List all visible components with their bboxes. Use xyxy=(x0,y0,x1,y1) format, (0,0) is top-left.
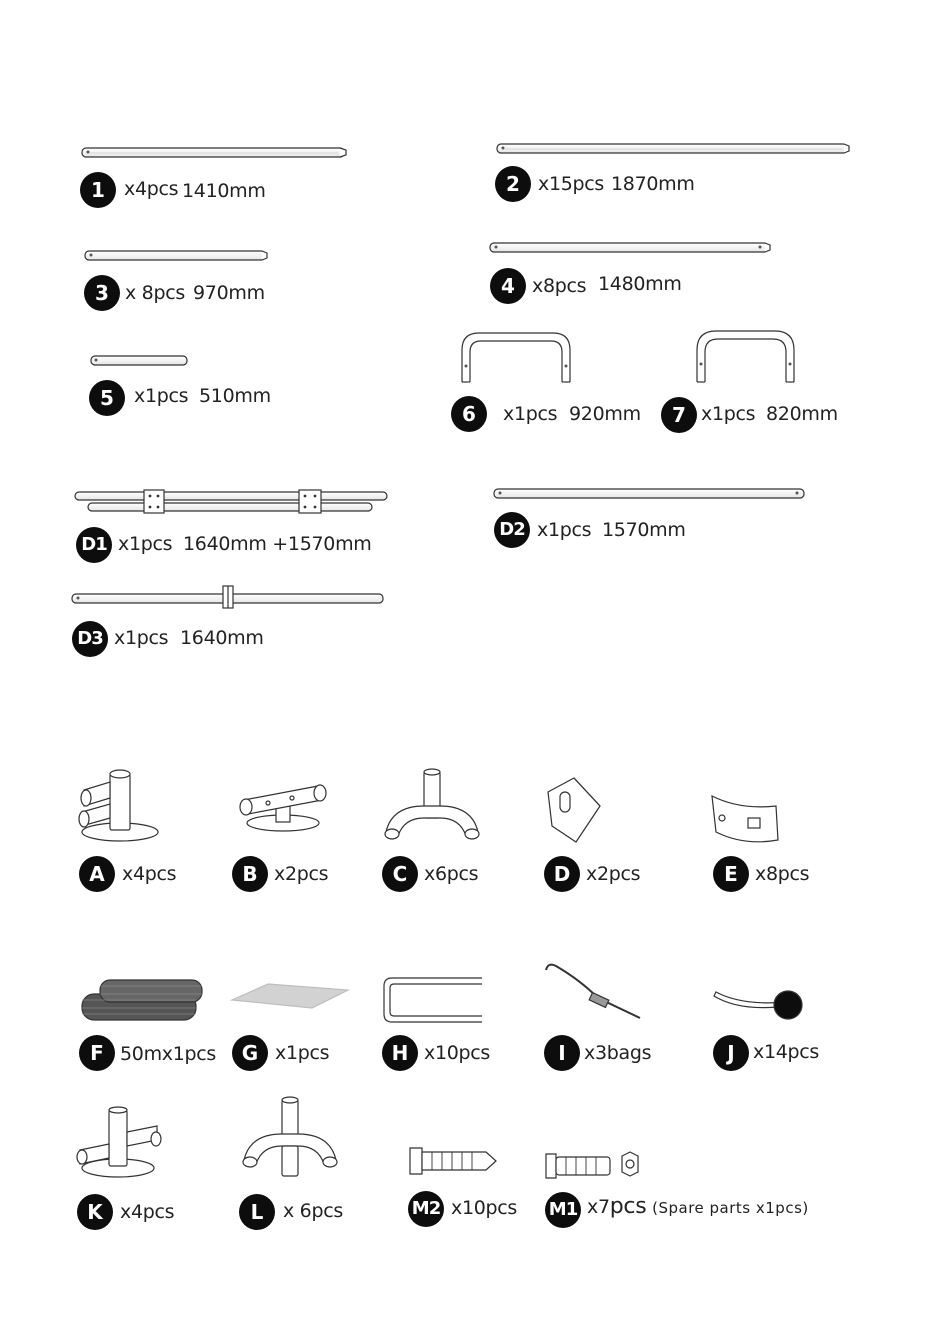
fitting-m2-qty: x10pcs xyxy=(451,1197,518,1219)
part-badge: 6 xyxy=(451,396,487,432)
tube-1-drawing xyxy=(82,148,346,157)
fitting-k-qty: x4pcs xyxy=(120,1201,175,1223)
fitting-g-drawing xyxy=(232,984,348,1008)
fitting-i-qty: x3bags xyxy=(584,1042,652,1064)
tube-2-qty: x15pcs xyxy=(538,173,605,195)
tube-5-drawing xyxy=(91,356,187,365)
part-badge: D3 xyxy=(72,621,108,657)
fitting-b-qty: x2pcs xyxy=(274,863,329,885)
part-badge: F xyxy=(79,1035,115,1071)
part-badge: 3 xyxy=(84,275,120,311)
fitting-c-drawing xyxy=(385,769,479,839)
part-badge: G xyxy=(232,1035,268,1071)
part-badge: A xyxy=(79,856,115,892)
tube-3-length: 970mm xyxy=(193,282,265,304)
tube-d3-qty: x1pcs xyxy=(114,627,169,649)
part-badge: 4 xyxy=(490,268,526,304)
fitting-e-drawing xyxy=(712,796,778,842)
fitting-k-drawing xyxy=(77,1107,161,1177)
tube-1-length: 1410mm xyxy=(182,180,266,202)
tube-5-length: 510mm xyxy=(199,385,271,407)
fitting-m1-qty xyxy=(587,1194,809,1219)
part-badge: D1 xyxy=(76,527,112,563)
fitting-h-drawing xyxy=(384,978,482,1022)
tube-6-qty: x1pcs xyxy=(503,403,558,425)
fitting-c-qty: x6pcs xyxy=(424,863,479,885)
tube-7-drawing xyxy=(697,331,794,382)
tube-5-qty: x1pcs xyxy=(134,385,189,407)
tube-7-length: 820mm xyxy=(766,403,838,425)
tube-d2-drawing xyxy=(494,489,804,498)
fitting-f-drawing xyxy=(82,980,202,1020)
tube-d2-qty: x1pcs xyxy=(537,519,592,541)
fitting-i-drawing xyxy=(546,965,640,1018)
part-badge: 7 xyxy=(661,397,697,433)
tube-4-drawing xyxy=(490,243,770,252)
tube-6-drawing xyxy=(462,333,570,382)
fitting-m1-spare-note: (Spare parts x1pcs) xyxy=(652,1199,809,1217)
tube-3-qty: x 8pcs xyxy=(125,282,185,304)
part-badge: M1 xyxy=(545,1192,581,1228)
part-badge: H xyxy=(382,1035,418,1071)
tube-2-length: 1870mm xyxy=(611,173,695,195)
part-badge: M2 xyxy=(408,1191,444,1227)
fitting-m1-drawing xyxy=(546,1152,638,1178)
fitting-d-drawing xyxy=(548,778,600,842)
tube-d3-length: 1640mm xyxy=(180,627,264,649)
fitting-b-drawing xyxy=(240,785,326,831)
part-badge: I xyxy=(544,1035,580,1071)
fitting-e-qty: x8pcs xyxy=(755,863,810,885)
tube-d3-drawing xyxy=(72,586,383,608)
fitting-j-drawing xyxy=(714,991,802,1019)
fitting-a-qty: x4pcs xyxy=(122,863,177,885)
fitting-d-qty: x2pcs xyxy=(586,863,641,885)
fitting-j-qty: x14pcs xyxy=(753,1041,820,1063)
tube-d1-length: 1640mm +1570mm xyxy=(183,533,372,555)
tube-4-qty: x8pcs xyxy=(532,275,587,297)
part-badge: J xyxy=(713,1035,749,1071)
fitting-h-qty: x10pcs xyxy=(424,1042,491,1064)
tube-3-drawing xyxy=(85,251,267,260)
part-badge: K xyxy=(77,1194,113,1230)
tube-4-length: 1480mm xyxy=(598,273,682,295)
fitting-m1-unit: pcs xyxy=(609,1194,647,1219)
part-badge: D xyxy=(544,856,580,892)
part-badge: 1 xyxy=(80,172,116,208)
fitting-f-qty: 50mx1pcs xyxy=(120,1043,217,1065)
fitting-l-drawing xyxy=(243,1097,337,1176)
part-badge: B xyxy=(232,856,268,892)
fitting-a-drawing xyxy=(79,770,158,841)
tube-7-qty: x1pcs xyxy=(701,403,756,425)
part-badge: E xyxy=(713,856,749,892)
tube-d2-length: 1570mm xyxy=(602,519,686,541)
fitting-g-qty: x1pcs xyxy=(275,1042,330,1064)
part-badge: D2 xyxy=(494,512,530,548)
tube-d1-drawing xyxy=(75,490,387,513)
tube-d1-qty: x1pcs xyxy=(118,533,173,555)
fitting-m1-count: x7 xyxy=(587,1196,610,1218)
fitting-m2-drawing xyxy=(410,1148,496,1174)
fitting-l-qty: x 6pcs xyxy=(283,1200,343,1222)
tube-6-length: 920mm xyxy=(569,403,641,425)
part-badge: 5 xyxy=(89,380,125,416)
part-badge: L xyxy=(239,1194,275,1230)
tube-2-drawing xyxy=(497,144,849,153)
tube-1-qty: x4pcs xyxy=(124,178,179,200)
part-badge: 2 xyxy=(495,166,531,202)
part-badge: C xyxy=(382,856,418,892)
